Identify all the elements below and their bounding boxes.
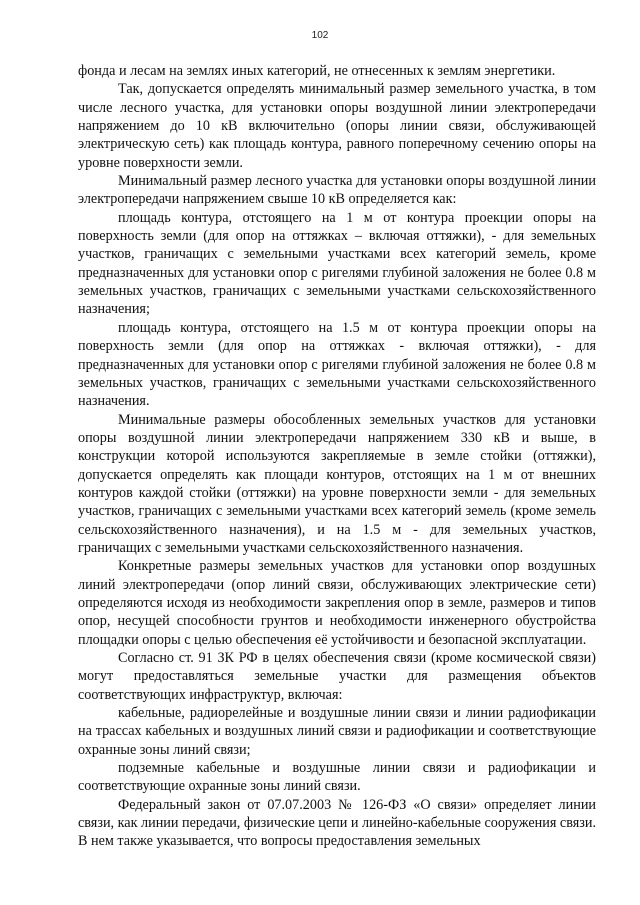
page-number: 102 <box>311 30 329 41</box>
paragraph: кабельные, радиорелейные и воздушные линии связи и линии радиофикации на трассах кабельных и воздушных линий связи и радиофикации и соответствующие охранные зоны линий связи; <box>78 705 596 758</box>
paragraph: Минимальный размер лесного участка для установки опоры воздушной линии электропередачи напряжением свыше 10 кВ определяется как: <box>78 173 596 208</box>
paragraph: Так, допускается определять минимальный размер земельного участка, в том числе лесного участка, для установки опоры воздушной линии электропередачи напряжением до 10 кВ включительно (опоры линии связи, обслуживающей электрическую сеть) как площадь контура, равного поперечному сечению опоры на уровне поверхности земли. <box>78 81 596 171</box>
paragraph: Согласно ст. 91 ЗК РФ в целях обеспечения связи (кроме космической связи) могут предоставляться земельные участки для размещения объектов соответствующих инфраструктур, включая: <box>78 650 596 703</box>
paragraph: подземные кабельные и воздушные линии связи и радиофикации и соответствующие охранные зоны линий связи. <box>78 760 596 795</box>
paragraph: площадь контура, отстоящего на 1 м от контура проекции опоры на поверхность земли (для опор на оттяжках – включая оттяжки), - для земельных участков, граничащих с земельными участками всех категорий земель, кроме предназначенных для установки опор с ригелями глубиной заложения не более 0.8 м земельных участков, граничащих с земельными участками сельскохозяйственного назначения; <box>78 209 596 318</box>
paragraph: Конкретные размеры земельных участков для установки опор воздушных линий электропередачи (опор линий связи, обслуживающих электрические сети) определяются исходя из необходимости закрепления опор в земле, размеров и типов опор, несущей способности грунтов и необходимости инженерного обустройства площадки опоры с целью обеспечения её устойчивости и безопасной эксплуатации. <box>78 558 596 648</box>
document-body <box>78 62 596 851</box>
paragraph: Минимальные размеры обособленных земельных участков для установки опоры воздушной линии электропередачи напряжением 330 кВ и выше, в конструкции которой используются закрепляемые в земле стойки (оттяжки), допускается определять как площади контуров, отстоящих на 1 м от внешних контуров каждой стойки (оттяжки) на уровне поверхности земли - для земельных участков, граничащих с земельными участками всех категорий земель (кроме земель сельскохозяйственного назначения), и на 1.5 м - для земельных участков, граничащих с земельными участками сельскохозяйственного назначения. <box>78 411 596 556</box>
paragraph: Федеральный закон от 07.07.2003 № 126-ФЗ «О связи» определяет линии связи, как линии передачи, физические цепи и линейно-кабельные сооружения связи. В нем также указывается, что вопросы предоставления земельных <box>78 796 596 850</box>
paragraph: площадь контура, отстоящего на 1.5 м от контура проекции опоры на поверхность земли (для опор на оттяжках - включая оттяжки), - для предназначенных для установки опор с ригелями глубиной заложения не более 0.8 м земельных участков, граничащих с земельными участками сельскохозяйственного назначения. <box>78 319 596 410</box>
paragraph: фонда и лесам на землях иных категорий, не отнесенных к землям энергетики. <box>78 63 556 79</box>
